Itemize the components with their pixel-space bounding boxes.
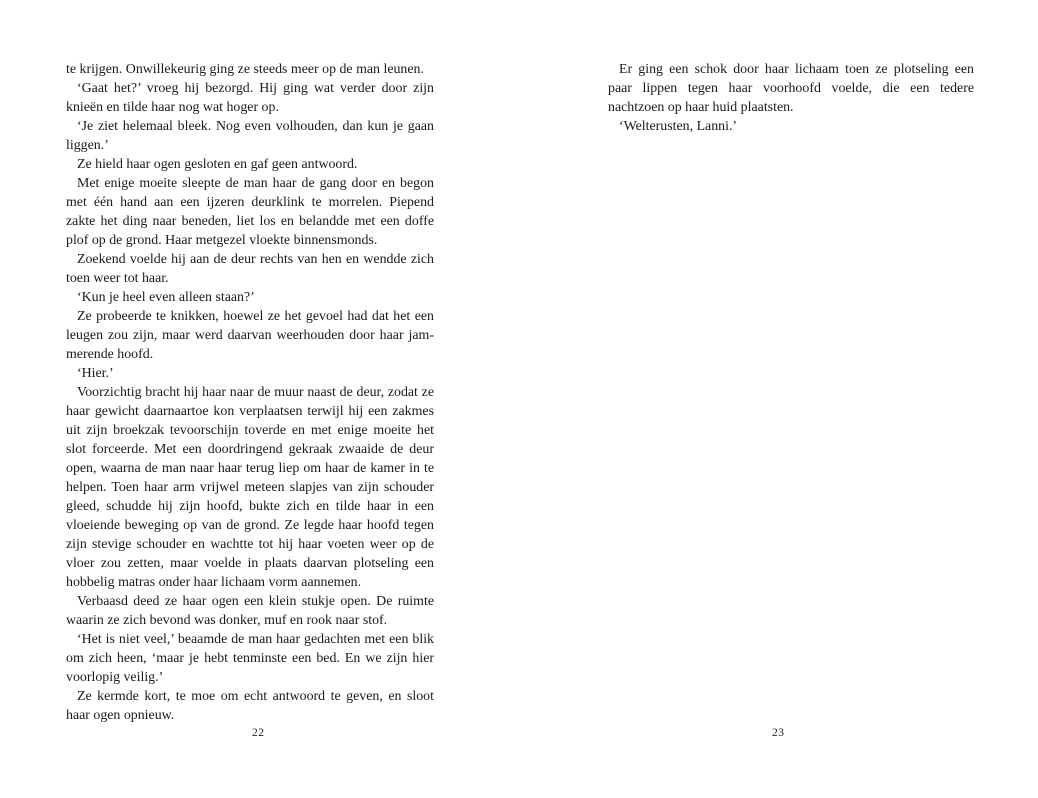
paragraph: te krijgen. Onwillekeurig ging ze steeds meer op de man leunen. [66,62,424,77]
paragraph: ‘Hier.’ [77,366,114,381]
paragraph: Verbaasd deed ze haar ogen een klein stukje open. De ruimte waarin ze zich bevond was donker, muf en rook naar stof. [66,594,434,628]
paragraph: Zoekend voelde hij aan de deur rechts van hen en wendde zich toen weer tot haar. [66,252,434,286]
paragraph: Met enige moeite sleepte de man haar de gang door en begon met één hand aan een ijzeren deurklink te morrelen. Piepend zakte het ding naar beneden, liet los en belandde met een doffe plof op de grond. Haar metgezel vloekte binnensmonds. [66,176,434,248]
right-page [519,0,1038,798]
paragraph: Voorzichtig bracht hij haar naar de muur naast de deur, zodat ze haar gewicht daarnaartoe kon verplaatsen terwijl hij een zakmes uit zijn broekzak tevoorschijn toverde en met enige moeite het slot forceerde. Met een doordringend gekraak zwaaide de deur open, waarna de man naar haar terug liep om haar de kamer in te helpen. Toen haar arm vrijwel meteen slapjes van zijn schouder gleed, schudde hij zijn hoofd, bukte zich en tilde haar in een vloeiende beweging op van de grond. Ze legde haar hoofd tegen zijn stevige schouder en wachtte tot hij haar voeten weer op de vloer zou zetten, maar voelde in plaats daarvan plotseling een hobbelig matras onder haar lichaam vorm aannemen. [66,385,434,590]
left-page-body [66,60,434,725]
paragraph: Ze probeerde te knikken, hoewel ze het gevoel had dat het een leugen zou zijn, maar werd daarvan weerhouden door haar jammerende hoofd. [66,309,434,362]
paragraph: ‘Gaat het?’ vroeg hij bezorgd. Hij ging wat verder door zijn knieën en tilde haar nog wat hoger op. [66,81,434,115]
page-number-right: 23 [772,727,785,739]
paragraph: Ze kermde kort, te moe om echt antwoord te geven, en sloot haar ogen opnieuw. [66,689,434,723]
paragraph: ‘Je ziet helemaal bleek. Nog even volhouden, dan kun je gaan liggen.’ [66,119,434,153]
paragraph: Ze hield haar ogen gesloten en gaf geen antwoord. [77,157,358,172]
paragraph: Er ging een schok door haar lichaam toen ze plotseling een paar lippen tegen haar voorhoofd voelde, die een tedere nachtzoen op haar huid plaatsten. [608,62,974,115]
paragraph: ‘Welterusten, Lanni.’ [619,119,738,134]
right-page-body [608,60,974,136]
page-number-left: 22 [252,727,265,739]
paragraph: ‘Kun je heel even alleen staan?’ [77,290,255,305]
paragraph: ‘Het is niet veel,’ beaamde de man haar gedachten met een blik om zich heen, ‘maar je hebt tenminste een bed. En we zijn hier voorlopig veilig.’ [66,632,434,685]
